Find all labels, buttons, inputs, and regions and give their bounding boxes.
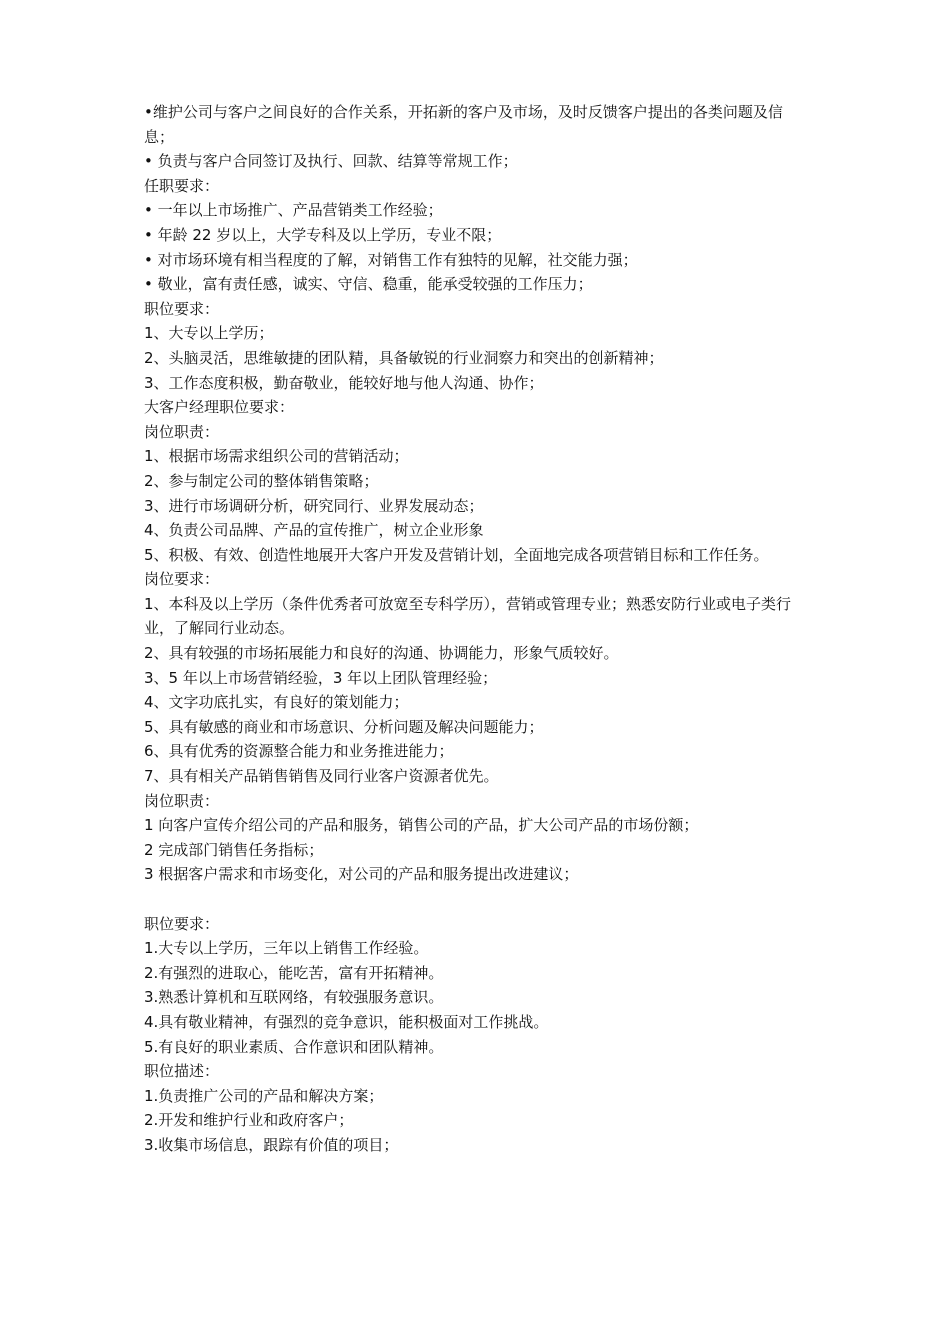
text-line: 2.开发和维护行业和政府客户； [144, 1111, 354, 1130]
text-line: 2.有强烈的进取心，能吃苦，富有开拓精神。 [144, 963, 444, 982]
document-body [144, 100, 812, 1158]
text-line: 1 向客户宣传介绍公司的产品和服务，销售公司的产品，扩大公司产品的市场份额； [144, 816, 699, 835]
text-line: 6、具有优秀的资源整合能力和业务推进能力； [144, 742, 454, 761]
section-heading: 职位要求： [144, 299, 220, 318]
section-heading: 大客户经理职位要求： [144, 398, 295, 417]
text-line: • 年龄 22 岁以上，大学专科及以上学历，专业不限； [144, 225, 502, 244]
text-line: 1、本科及以上学历（条件优秀者可放宽至专科学历），营销或管理专业；熟悉安防行业或电子类行业，了解同行业动态。 [144, 594, 792, 638]
text-line: 1、大专以上学历； [144, 324, 274, 343]
text-line: 5、具有敏感的商业和市场意识、分析问题及解决问题能力； [144, 717, 544, 736]
section-heading: 职位描述： [144, 1062, 220, 1081]
blank-line [144, 887, 812, 912]
text-line: 3、进行市场调研分析，研究同行、业界发展动态； [144, 496, 484, 515]
text-line: 3、工作态度积极，勤奋敬业，能较好地与他人沟通、协作； [144, 373, 544, 392]
text-line: 1.负责推广公司的产品和解决方案； [144, 1086, 384, 1105]
text-line: 4、文字功底扎实，有良好的策划能力； [144, 693, 409, 712]
text-line: • 敬业，富有责任感，诚实、守信、稳重，能承受较强的工作压力； [144, 275, 593, 294]
section-heading: 任职要求： [144, 176, 220, 195]
section-heading: 岗位职责： [144, 422, 220, 441]
text-line: 4.具有敬业精神，有强烈的竞争意识，能积极面对工作挑战。 [144, 1012, 549, 1031]
text-line: 3.收集市场信息，跟踪有价值的项目； [144, 1135, 399, 1154]
text-line: 5.有良好的职业素质、合作意识和团队精神。 [144, 1037, 444, 1056]
text-line: • 对市场环境有相当程度的了解，对销售工作有独特的见解，社交能力强； [144, 250, 638, 269]
text-line: • 一年以上市场推广、产品营销类工作经验； [144, 201, 443, 220]
text-line: 4、负责公司品牌、产品的宣传推广，树立企业形象 [144, 521, 484, 540]
text-line: 3.熟悉计算机和互联网络，有较强服务意识。 [144, 988, 444, 1007]
section-heading: 岗位职责： [144, 791, 220, 810]
text-line: 2、具有较强的市场拓展能力和良好的沟通、协调能力，形象气质较好。 [144, 644, 619, 663]
text-line: 2、参与制定公司的整体销售策略； [144, 471, 379, 490]
text-line: • 负责与客户合同签订及执行、回款、结算等常规工作； [144, 152, 518, 171]
text-line: •维护公司与客户之间良好的合作关系，开拓新的客户及市场，及时反馈客户提出的各类问题及信息； [144, 103, 783, 146]
text-line: 2 完成部门销售任务指标； [144, 840, 324, 859]
text-line: 5、积极、有效、创造性地展开大客户开发及营销计划，全面地完成各项营销目标和工作任务。 [144, 545, 769, 564]
text-line: 2、头脑灵活，思维敏捷的团队精，具备敏锐的行业洞察力和突出的创新精神； [144, 348, 664, 367]
section-heading: 岗位要求： [144, 570, 220, 589]
text-line: 3、5 年以上市场营销经验，3 年以上团队管理经验； [144, 668, 498, 687]
section-heading: 职位要求： [144, 914, 220, 933]
text-line: 1.大专以上学历，三年以上销售工作经验。 [144, 939, 429, 958]
text-line: 3 根据客户需求和市场变化，对公司的产品和服务提出改进建议； [144, 865, 579, 884]
text-line: 7、具有相关产品销售销售及同行业客户资源者优先。 [144, 767, 499, 786]
text-line: 1、根据市场需求组织公司的营销活动； [144, 447, 409, 466]
